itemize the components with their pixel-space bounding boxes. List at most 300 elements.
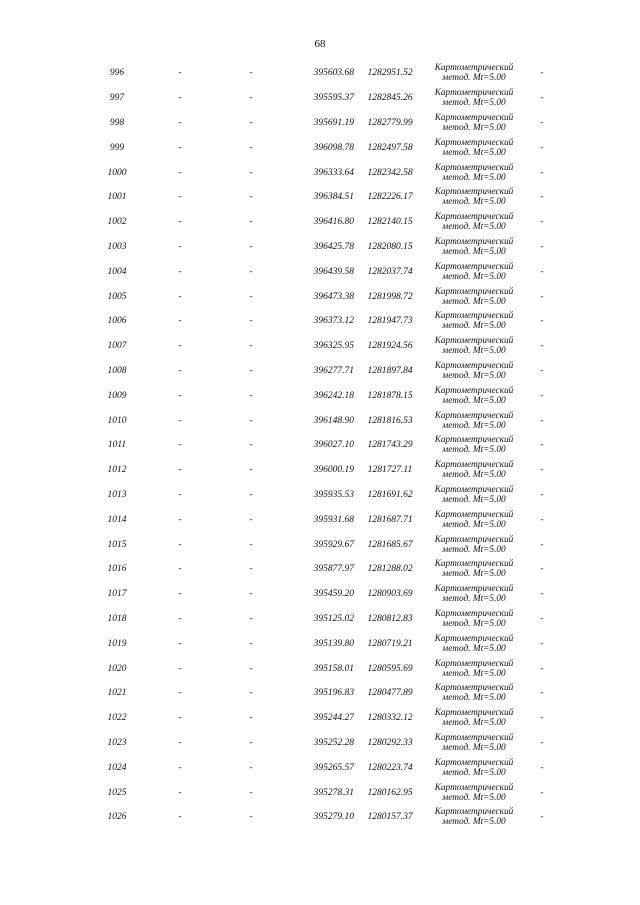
empty-cell: - — [249, 440, 253, 451]
point-number-cell: 1020 — [107, 663, 127, 674]
method-accuracy: метод. Mt=5.00 — [442, 519, 506, 530]
table-row — [88, 656, 562, 681]
method-cell — [426, 780, 522, 805]
table-row — [88, 135, 562, 160]
empty-cell: - — [540, 142, 544, 153]
method-cell — [426, 731, 522, 756]
point-number-cell: 1000 — [107, 167, 127, 178]
page-number: 68 — [314, 38, 326, 50]
empty-cell: - — [178, 688, 182, 699]
method-cell — [426, 582, 522, 607]
empty-cell: - — [178, 192, 182, 203]
table-row — [88, 61, 562, 86]
method-name: Картометрический — [434, 683, 514, 694]
empty-cell: - — [249, 812, 253, 823]
method-cell — [426, 483, 522, 508]
point-number-cell: 1008 — [107, 365, 127, 376]
empty-cell: - — [540, 737, 544, 748]
point-number-cell: 1004 — [107, 266, 127, 277]
method-cell — [426, 706, 522, 731]
method-accuracy: метод. Mt=5.00 — [442, 767, 506, 778]
table-row — [88, 458, 562, 483]
method-accuracy: метод. Mt=5.00 — [442, 817, 506, 828]
x-coordinate-cell: 395279.10 — [313, 812, 354, 823]
y-coordinate-cell: 1282951.52 — [367, 68, 413, 79]
method-name: Картометрический — [434, 559, 514, 570]
method-name: Картометрический — [434, 584, 514, 595]
method-name: Картометрический — [434, 187, 514, 198]
table-row — [88, 582, 562, 607]
x-coordinate-cell: 395935.53 — [313, 489, 354, 500]
y-coordinate-cell: 1282226.17 — [367, 192, 413, 203]
y-coordinate-cell: 1281727.11 — [367, 465, 413, 476]
method-accuracy: метод. Mt=5.00 — [442, 246, 506, 257]
x-coordinate-cell: 395931.68 — [313, 514, 354, 525]
point-number-cell: 996 — [109, 68, 125, 79]
empty-cell: - — [540, 241, 544, 252]
empty-cell: - — [178, 762, 182, 773]
x-coordinate-cell: 395139.80 — [313, 638, 354, 649]
empty-cell: - — [249, 93, 253, 104]
x-coordinate-cell: 396384.51 — [313, 192, 354, 203]
method-accuracy: метод. Mt=5.00 — [442, 172, 506, 183]
empty-cell: - — [540, 787, 544, 798]
x-coordinate-cell: 395196.83 — [313, 688, 354, 699]
empty-cell: - — [540, 465, 544, 476]
x-coordinate-cell: 395595.37 — [313, 93, 354, 104]
y-coordinate-cell: 1281924.56 — [367, 341, 413, 352]
empty-cell: - — [249, 390, 253, 401]
method-name: Картометрический — [434, 460, 514, 471]
empty-cell: - — [249, 266, 253, 277]
x-coordinate-cell: 396242.18 — [313, 390, 354, 401]
y-coordinate-cell: 1281691.62 — [367, 489, 413, 500]
x-coordinate-cell: 395877.97 — [313, 564, 354, 575]
point-number-cell: 1016 — [107, 564, 127, 575]
point-number-cell: 1018 — [107, 613, 127, 624]
method-name: Картометрический — [434, 212, 514, 223]
point-number-cell: 1005 — [107, 291, 127, 302]
method-cell — [426, 755, 522, 780]
x-coordinate-cell: 396098.78 — [313, 142, 354, 153]
y-coordinate-cell: 1282080.15 — [367, 241, 413, 252]
method-accuracy: метод. Mt=5.00 — [442, 569, 506, 580]
method-name: Картометрический — [434, 336, 514, 347]
y-coordinate-cell: 1280162.95 — [367, 787, 413, 798]
empty-cell: - — [540, 688, 544, 699]
point-number-cell: 999 — [109, 142, 125, 153]
method-accuracy: метод. Mt=5.00 — [442, 370, 506, 381]
method-name: Картометрический — [434, 385, 514, 396]
method-cell — [426, 309, 522, 334]
point-number-cell: 1013 — [107, 489, 127, 500]
empty-cell: - — [178, 514, 182, 525]
method-accuracy: метод. Mt=5.00 — [442, 73, 506, 84]
method-cell — [426, 86, 522, 111]
x-coordinate-cell: 396027.10 — [313, 440, 354, 451]
x-coordinate-cell: 395244.27 — [313, 713, 354, 724]
method-accuracy: метод. Mt=5.00 — [442, 197, 506, 208]
method-accuracy: метод. Mt=5.00 — [442, 618, 506, 629]
point-number-cell: 998 — [109, 117, 125, 128]
empty-cell: - — [178, 539, 182, 550]
table-row — [88, 607, 562, 632]
method-cell — [426, 359, 522, 384]
empty-cell: - — [178, 291, 182, 302]
x-coordinate-cell: 395265.57 — [313, 762, 354, 773]
method-accuracy: метод. Mt=5.00 — [442, 494, 506, 505]
method-name: Картометрический — [434, 88, 514, 99]
point-number-cell: 1006 — [107, 316, 127, 327]
empty-cell: - — [540, 440, 544, 451]
x-coordinate-cell: 395929.67 — [313, 539, 354, 550]
empty-cell: - — [178, 142, 182, 153]
method-accuracy: метод. Mt=5.00 — [442, 594, 506, 605]
empty-cell: - — [249, 713, 253, 724]
empty-cell: - — [540, 564, 544, 575]
empty-cell: - — [249, 638, 253, 649]
method-accuracy: метод. Mt=5.00 — [442, 643, 506, 654]
coordinates-table — [88, 61, 562, 830]
empty-cell: - — [540, 316, 544, 327]
empty-cell: - — [249, 589, 253, 600]
table-row — [88, 383, 562, 408]
table-row — [88, 235, 562, 260]
empty-cell: - — [178, 93, 182, 104]
empty-cell: - — [178, 415, 182, 426]
empty-cell: - — [249, 762, 253, 773]
point-number-cell: 1019 — [107, 638, 127, 649]
y-coordinate-cell: 1280157.37 — [367, 812, 413, 823]
x-coordinate-cell: 396425.78 — [313, 241, 354, 252]
point-number-cell: 1010 — [107, 415, 127, 426]
method-name: Картометрический — [434, 484, 514, 495]
y-coordinate-cell: 1282342.58 — [367, 167, 413, 178]
method-cell — [426, 135, 522, 160]
empty-cell: - — [249, 167, 253, 178]
method-cell — [426, 259, 522, 284]
method-accuracy: метод. Mt=5.00 — [442, 693, 506, 704]
point-number-cell: 1026 — [107, 812, 127, 823]
method-accuracy: метод. Mt=5.00 — [442, 470, 506, 481]
method-accuracy: метод. Mt=5.00 — [442, 544, 506, 555]
method-name: Картометрический — [434, 509, 514, 520]
point-number-cell: 1002 — [107, 217, 127, 228]
table-row — [88, 805, 562, 830]
table-row — [88, 681, 562, 706]
empty-cell: - — [540, 93, 544, 104]
method-cell — [426, 805, 522, 830]
method-cell — [426, 284, 522, 309]
point-number-cell: 1011 — [107, 440, 127, 451]
point-number-cell: 1001 — [107, 192, 127, 203]
x-coordinate-cell: 396277.71 — [313, 365, 354, 376]
empty-cell: - — [178, 341, 182, 352]
empty-cell: - — [540, 167, 544, 178]
method-cell — [426, 631, 522, 656]
x-coordinate-cell: 395459.20 — [313, 589, 354, 600]
point-number-cell: 1003 — [107, 241, 127, 252]
table-row — [88, 483, 562, 508]
y-coordinate-cell: 1282037.74 — [367, 266, 413, 277]
empty-cell: - — [540, 266, 544, 277]
method-accuracy: метод. Mt=5.00 — [442, 668, 506, 679]
table-row — [88, 755, 562, 780]
method-name: Картометрический — [434, 360, 514, 371]
empty-cell: - — [249, 514, 253, 525]
y-coordinate-cell: 1282140.15 — [367, 217, 413, 228]
y-coordinate-cell: 1280595.69 — [367, 663, 413, 674]
method-accuracy: метод. Mt=5.00 — [442, 742, 506, 753]
y-coordinate-cell: 1282497.58 — [367, 142, 413, 153]
y-coordinate-cell: 1281878.15 — [367, 390, 413, 401]
method-accuracy: метод. Mt=5.00 — [442, 122, 506, 133]
table-row — [88, 780, 562, 805]
table-row — [88, 433, 562, 458]
empty-cell: - — [540, 117, 544, 128]
empty-cell: - — [178, 564, 182, 575]
empty-cell: - — [540, 713, 544, 724]
method-name: Картометрический — [434, 236, 514, 247]
y-coordinate-cell: 1280812.83 — [367, 613, 413, 624]
x-coordinate-cell: 395125.02 — [313, 613, 354, 624]
empty-cell: - — [178, 465, 182, 476]
x-coordinate-cell: 395278.31 — [313, 787, 354, 798]
empty-cell: - — [249, 365, 253, 376]
empty-cell: - — [540, 663, 544, 674]
method-cell — [426, 532, 522, 557]
method-name: Картометрический — [434, 732, 514, 743]
method-name: Картометрический — [434, 286, 514, 297]
empty-cell: - — [540, 192, 544, 203]
point-number-cell: 1007 — [107, 341, 127, 352]
method-name: Картометрический — [434, 807, 514, 818]
table-row — [88, 731, 562, 756]
method-name: Картометрический — [434, 633, 514, 644]
y-coordinate-cell: 1281947.73 — [367, 316, 413, 327]
method-accuracy: метод. Mt=5.00 — [442, 296, 506, 307]
x-coordinate-cell: 396000.19 — [313, 465, 354, 476]
empty-cell: - — [178, 663, 182, 674]
x-coordinate-cell: 395252.28 — [313, 737, 354, 748]
empty-cell: - — [540, 762, 544, 773]
method-cell — [426, 557, 522, 582]
empty-cell: - — [540, 638, 544, 649]
y-coordinate-cell: 1280223.74 — [367, 762, 413, 773]
y-coordinate-cell: 1281687.71 — [367, 514, 413, 525]
method-cell — [426, 235, 522, 260]
empty-cell: - — [249, 291, 253, 302]
method-cell — [426, 458, 522, 483]
table-row — [88, 259, 562, 284]
empty-cell: - — [178, 713, 182, 724]
x-coordinate-cell: 396373.12 — [313, 316, 354, 327]
empty-cell: - — [249, 192, 253, 203]
method-cell — [426, 656, 522, 681]
point-number-cell: 1015 — [107, 539, 127, 550]
method-accuracy: метод. Mt=5.00 — [442, 718, 506, 729]
empty-cell: - — [178, 241, 182, 252]
empty-cell: - — [178, 440, 182, 451]
empty-cell: - — [540, 68, 544, 79]
y-coordinate-cell: 1280477.89 — [367, 688, 413, 699]
x-coordinate-cell: 395158.01 — [313, 663, 354, 674]
method-name: Картометрический — [434, 608, 514, 619]
method-cell — [426, 111, 522, 136]
empty-cell: - — [249, 688, 253, 699]
y-coordinate-cell: 1282845.26 — [367, 93, 413, 104]
empty-cell: - — [178, 316, 182, 327]
table-row — [88, 111, 562, 136]
y-coordinate-cell: 1282779.99 — [367, 117, 413, 128]
method-name: Картометрический — [434, 757, 514, 768]
empty-cell: - — [178, 613, 182, 624]
empty-cell: - — [249, 341, 253, 352]
y-coordinate-cell: 1281288.02 — [367, 564, 413, 575]
point-number-cell: 997 — [109, 93, 125, 104]
method-name: Картометрический — [434, 261, 514, 272]
method-name: Картометрический — [434, 782, 514, 793]
method-accuracy: метод. Mt=5.00 — [442, 321, 506, 332]
method-cell — [426, 334, 522, 359]
table-row — [88, 334, 562, 359]
empty-cell: - — [178, 217, 182, 228]
empty-cell: - — [540, 489, 544, 500]
method-cell — [426, 408, 522, 433]
x-coordinate-cell: 396148.90 — [313, 415, 354, 426]
empty-cell: - — [178, 167, 182, 178]
y-coordinate-cell: 1281897.84 — [367, 365, 413, 376]
empty-cell: - — [178, 489, 182, 500]
method-accuracy: метод. Mt=5.00 — [442, 222, 506, 233]
empty-cell: - — [540, 812, 544, 823]
coordinates-table-body — [88, 61, 562, 830]
method-name: Картометрический — [434, 435, 514, 446]
method-accuracy: метод. Mt=5.00 — [442, 420, 506, 431]
x-coordinate-cell: 396473.38 — [313, 291, 354, 302]
empty-cell: - — [178, 390, 182, 401]
empty-cell: - — [249, 316, 253, 327]
method-name: Картометрический — [434, 112, 514, 123]
table-row — [88, 309, 562, 334]
empty-cell: - — [249, 117, 253, 128]
empty-cell: - — [249, 663, 253, 674]
method-cell — [426, 383, 522, 408]
method-name: Картометрический — [434, 162, 514, 173]
x-coordinate-cell: 395603.68 — [313, 68, 354, 79]
table-row — [88, 210, 562, 235]
y-coordinate-cell: 1280332.12 — [367, 713, 413, 724]
point-number-cell: 1009 — [107, 390, 127, 401]
empty-cell: - — [249, 737, 253, 748]
point-number-cell: 1021 — [107, 688, 127, 699]
y-coordinate-cell: 1281998.72 — [367, 291, 413, 302]
empty-cell: - — [249, 787, 253, 798]
empty-cell: - — [178, 737, 182, 748]
table-row — [88, 86, 562, 111]
table-row — [88, 359, 562, 384]
point-number-cell: 1022 — [107, 713, 127, 724]
table-row — [88, 284, 562, 309]
point-number-cell: 1023 — [107, 737, 127, 748]
x-coordinate-cell: 396333.64 — [313, 167, 354, 178]
empty-cell: - — [540, 415, 544, 426]
x-coordinate-cell: 396416.80 — [313, 217, 354, 228]
method-cell — [426, 61, 522, 86]
table-row — [88, 507, 562, 532]
empty-cell: - — [178, 812, 182, 823]
point-number-cell: 1014 — [107, 514, 127, 525]
x-coordinate-cell: 395691.19 — [313, 117, 354, 128]
table-row — [88, 532, 562, 557]
x-coordinate-cell: 396439.58 — [313, 266, 354, 277]
table-row — [88, 631, 562, 656]
method-accuracy: метод. Mt=5.00 — [442, 346, 506, 357]
empty-cell: - — [540, 539, 544, 550]
method-name: Картометрический — [434, 137, 514, 148]
empty-cell: - — [540, 390, 544, 401]
y-coordinate-cell: 1281816.53 — [367, 415, 413, 426]
empty-cell: - — [178, 365, 182, 376]
y-coordinate-cell: 1281685.67 — [367, 539, 413, 550]
empty-cell: - — [249, 415, 253, 426]
empty-cell: - — [540, 217, 544, 228]
empty-cell: - — [178, 787, 182, 798]
empty-cell: - — [540, 341, 544, 352]
method-name: Картометрический — [434, 63, 514, 74]
method-cell — [426, 607, 522, 632]
empty-cell: - — [249, 489, 253, 500]
x-coordinate-cell: 396325.95 — [313, 341, 354, 352]
empty-cell: - — [178, 266, 182, 277]
method-cell — [426, 433, 522, 458]
point-number-cell: 1012 — [107, 465, 127, 476]
y-coordinate-cell: 1280292.33 — [367, 737, 413, 748]
method-cell — [426, 210, 522, 235]
empty-cell: - — [249, 241, 253, 252]
method-name: Картометрический — [434, 311, 514, 322]
table-row — [88, 160, 562, 185]
empty-cell: - — [540, 589, 544, 600]
y-coordinate-cell: 1280719.21 — [367, 638, 413, 649]
empty-cell: - — [178, 117, 182, 128]
y-coordinate-cell: 1281743.29 — [367, 440, 413, 451]
method-accuracy: метод. Mt=5.00 — [442, 445, 506, 456]
empty-cell: - — [249, 465, 253, 476]
method-cell — [426, 681, 522, 706]
point-number-cell: 1024 — [107, 762, 127, 773]
empty-cell: - — [249, 217, 253, 228]
empty-cell: - — [178, 68, 182, 79]
empty-cell: - — [540, 514, 544, 525]
empty-cell: - — [540, 613, 544, 624]
method-accuracy: метод. Mt=5.00 — [442, 271, 506, 282]
empty-cell: - — [540, 365, 544, 376]
empty-cell: - — [178, 638, 182, 649]
method-accuracy: метод. Mt=5.00 — [442, 395, 506, 406]
method-name: Картометрический — [434, 708, 514, 719]
point-number-cell: 1025 — [107, 787, 127, 798]
method-name: Картометрический — [434, 658, 514, 669]
empty-cell: - — [178, 589, 182, 600]
method-name: Картометрический — [434, 534, 514, 545]
method-name: Картометрический — [434, 410, 514, 421]
method-accuracy: метод. Mt=5.00 — [442, 147, 506, 158]
empty-cell: - — [249, 68, 253, 79]
empty-cell: - — [249, 142, 253, 153]
method-cell — [426, 185, 522, 210]
table-row — [88, 557, 562, 582]
